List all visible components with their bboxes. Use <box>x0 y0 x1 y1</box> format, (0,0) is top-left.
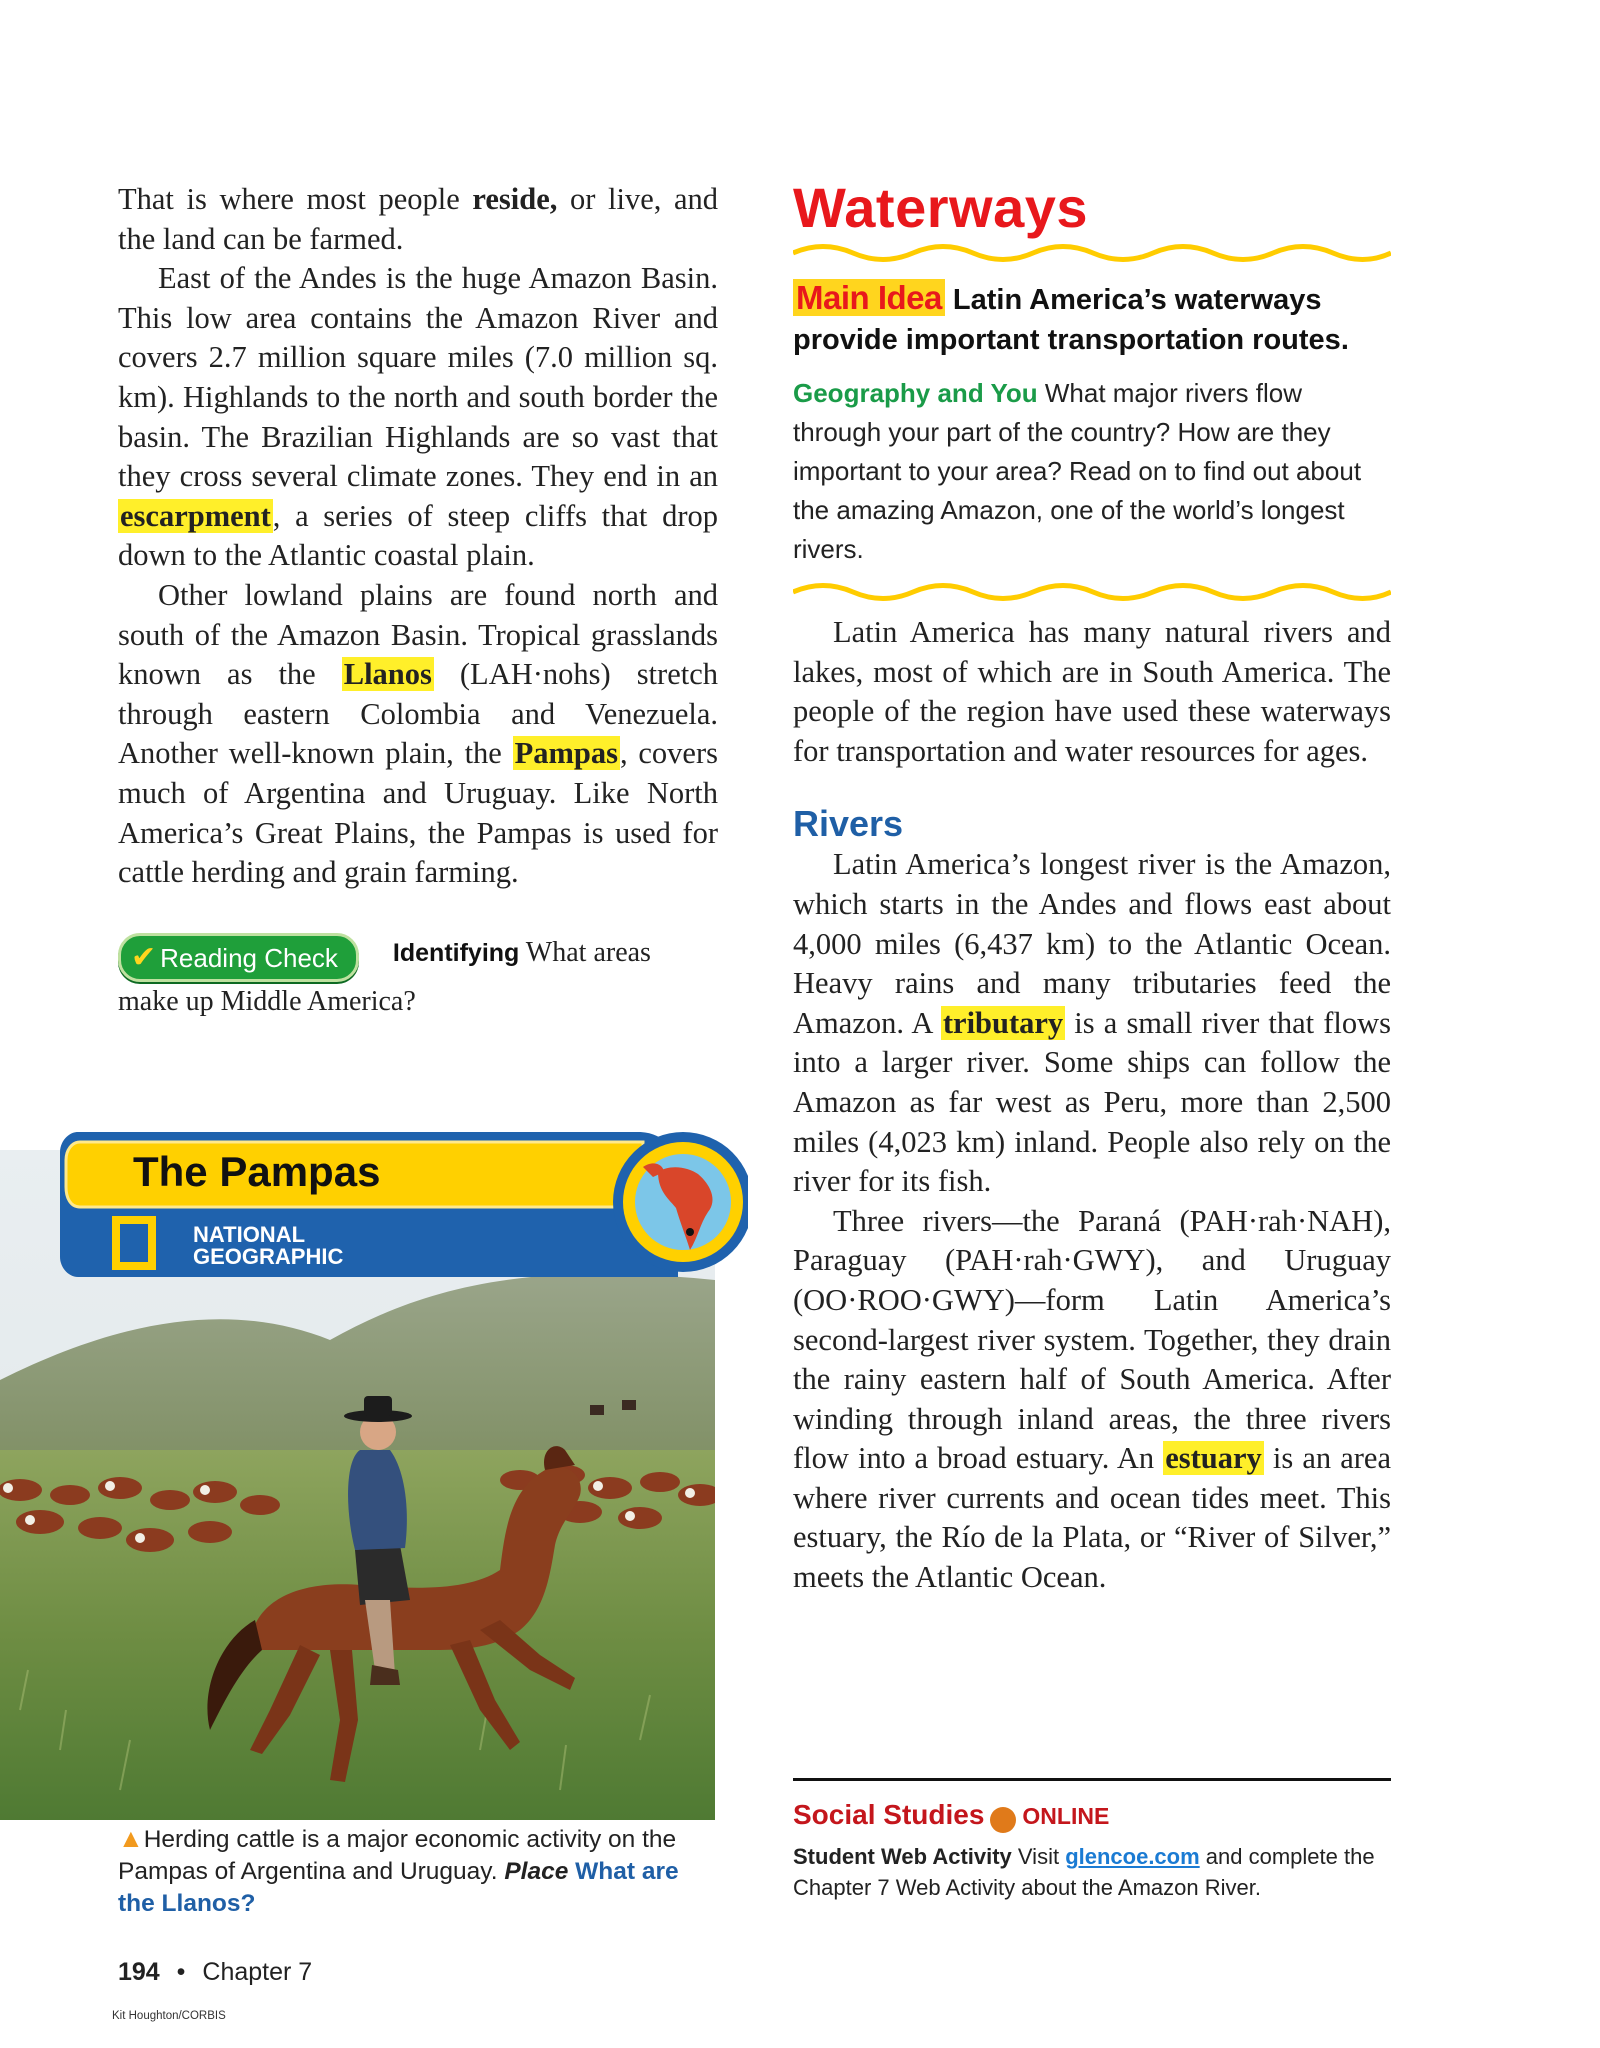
photo-credit: Kit Houghton/CORBIS <box>112 2010 226 2022</box>
social-studies-title: Social Studies <box>793 1799 985 1830</box>
chapter-label: Chapter 7 <box>202 1958 313 1986</box>
feature-title: The Pampas <box>133 1148 381 1195</box>
paragraph-amazon-basin: East of the Andes is the huge Amazon Basin. This low area contains the Amazon River and covers 2.7 million square miles (7.0 million sq. km). Highlands to the north and south border the basin. The Brazilian Highlands are so vast that they cross several climate zones. They end in an escarpment, a series of steep cliffs that drop down to the Atlantic coastal plain. <box>118 261 718 573</box>
reading-check <box>118 933 718 1022</box>
term-tributary: tributary <box>942 1005 1064 1040</box>
web-activity-box <box>793 1778 1391 1903</box>
main-idea-label: Main Idea <box>793 279 945 316</box>
rivers-heading: Rivers <box>793 803 904 845</box>
national-geographic-logo: NATIONAL GEOGRAPHIC <box>193 1222 344 1269</box>
web-activity-text: Student Web Activity Visit glencoe.com and complete the Chapter 7 Web Activity about the Amazon River. <box>793 1844 1375 1900</box>
page-footer: 194 • Chapter 7 <box>118 1958 313 1986</box>
left-column <box>118 180 718 1021</box>
paragraph-reside: That is where most people reside, or live, and the land can be farmed. <box>118 182 719 256</box>
right-column <box>793 175 1391 1598</box>
reading-check-label: Identifying <box>392 938 520 967</box>
online-label: ONLINE <box>1022 1803 1110 1829</box>
divider-line <box>793 1778 1391 1781</box>
paragraph-amazon: Latin America’s longest river is the Amazon, which starts in the Andes and flows east about 4,000 miles (6,437 km) to the Atlantic Ocean. Heavy rains and many tributaries feed the Amazon. A tributary is a small river that flows into a larger river. Some ships can follow the Amazon as far west as Peru, more than 2,500 miles (4,023 km) inland. People also rely on the river for its fish. <box>793 847 1391 1199</box>
triangle-icon: ▲ <box>118 1823 144 1853</box>
main-idea: Main Idea Latin America’s waterways provide important transportation routes. <box>793 279 1349 356</box>
term-llanos: Llanos <box>343 657 432 692</box>
photo-caption: ▲Herding cattle is a major economic activity on the Pampas of Argentina and Uruguay. Place What are the Llanos? <box>118 1823 679 1917</box>
reading-check-question: What areas make up Middle America? <box>118 936 651 1017</box>
reading-check-badge: ✔ Reading Check <box>118 933 359 982</box>
checkmark-icon: ✔ <box>131 940 157 974</box>
page-number: 194 <box>118 1958 160 1986</box>
feature-banner <box>58 1112 748 1322</box>
paragraph-lowland-plains: Other lowland plains are found north and south of the Amazon Basin. Tropical grasslands known as the Llanos (LAH·nohs) stretch through eastern Colombia and Venezuela. Another well-known plain, the Pampas, covers much of Argentina and Uruguay. Like North America’s Great Plains, the Pampas is used for cattle herding and grain farming. <box>118 577 719 890</box>
term-pampas: Pampas <box>514 736 618 771</box>
term-estuary: estuary <box>1165 1441 1262 1476</box>
geography-and-you: Geography and You What major rivers flow through your part of the country? How are they important to your area? Read on to find out about the amazing Amazon, one of the world’s longest rivers. <box>793 378 1362 564</box>
section-title: Waterways <box>793 176 1088 239</box>
wavy-divider-2 <box>793 579 1391 605</box>
term-reside: reside, <box>472 182 558 216</box>
term-escarpment: escarpment <box>120 498 271 533</box>
paragraph-parana: Three rivers—the Paraná (PAH·rah·NAH), Paraguay (PAH·rah·GWY), and Uruguay (OO·ROO·GWY)—form Latin America’s second-largest river system. Together, they drain the rainy eastern half of South America. After winding through inland areas, the three rivers flow into a broad estuary. An estuary is an area where river currents and ocean tides meet. This estuary, the Río de la Plata, or “River of Silver,” meets the Atlantic Ocean. <box>793 1203 1391 1595</box>
banner-shape <box>58 1112 748 1322</box>
glencoe-link[interactable]: glencoe.com <box>1065 1844 1200 1869</box>
wavy-divider <box>793 240 1391 266</box>
intro-paragraph: Latin America has many natural rivers and lakes, most of which are in South America. The people of the region have used these waterways for transportation and water resources for ages. <box>793 615 1391 768</box>
globe-mouse-icon <box>990 1807 1016 1833</box>
